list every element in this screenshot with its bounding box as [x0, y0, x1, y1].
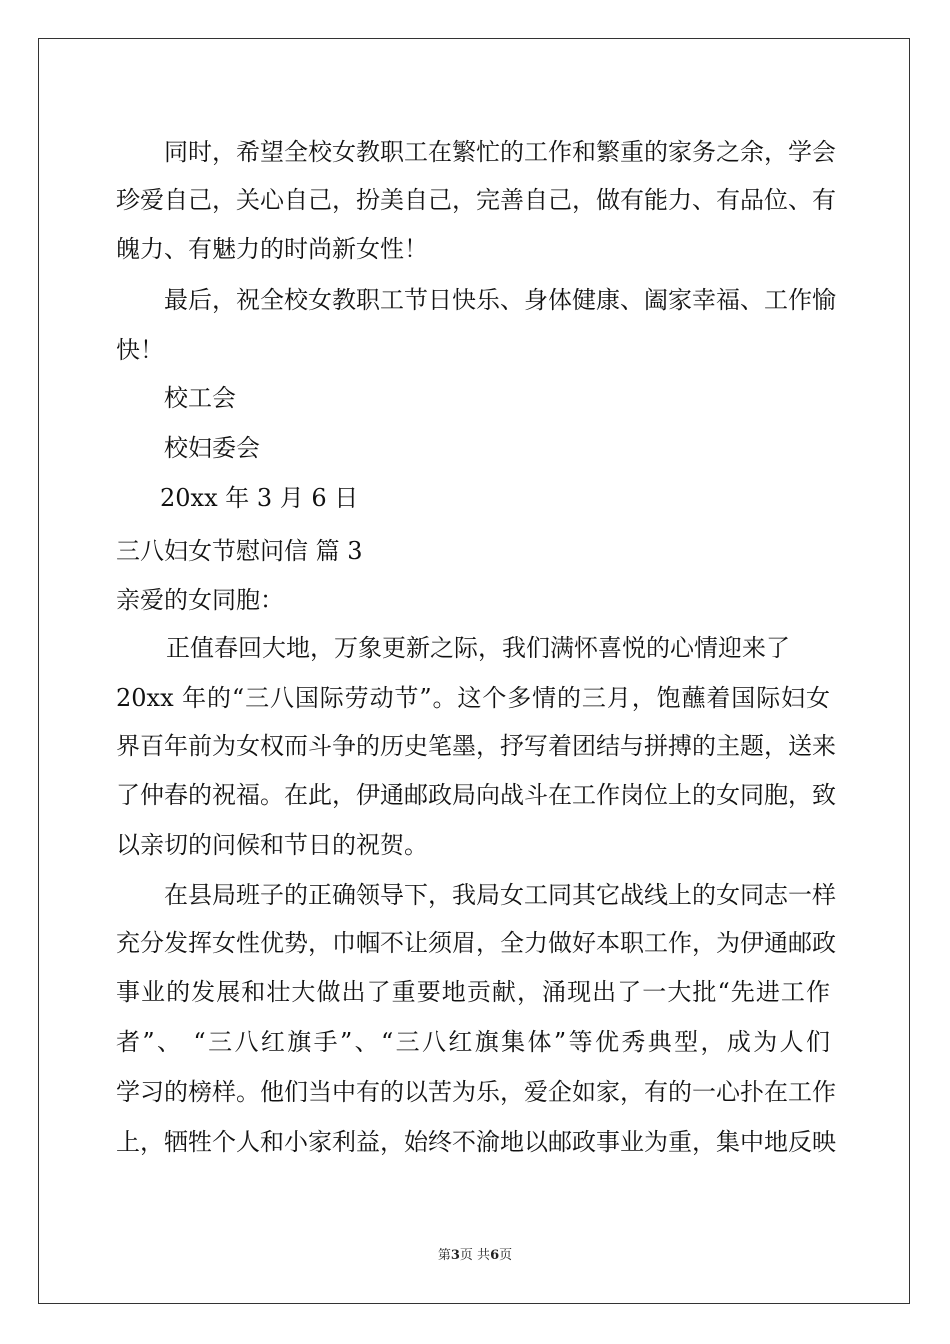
footer-mid: 页 共 — [459, 1248, 491, 1263]
footer-total-pages: 6 — [490, 1248, 500, 1263]
text-line: 充分发挥女性优势，巾帼不让须眉，全力做好本职工作，为伊通邮政 — [116, 929, 836, 957]
text-line: 事业的发展和壮大做出了重要地贡献，涌现出了一大批“先进工作 — [116, 978, 830, 1006]
text-line: 魄力、有魅力的时尚新女性！ — [116, 235, 428, 263]
text-line: 在县局班子的正确领导下，我局女工同其它战线上的女同志一样 — [164, 881, 836, 909]
text-line: 珍爱自己，关心自己，扮美自己，完善自己，做有能力、有品位、有 — [116, 186, 836, 214]
text-line: 同时，希望全校女教职工在繁忙的工作和繁重的家务之余，学会 — [164, 138, 836, 166]
signature-org: 校工会 — [164, 384, 236, 412]
text-line: 20xx 年的“三八国际劳动节”。这个多情的三月，饱蘸着国际妇女 — [116, 684, 830, 712]
salutation: 亲爱的女同胞： — [116, 586, 284, 614]
text-line: 者”、 “三八红旗手”、“三八红旗集体”等优秀典型，成为人们 — [116, 1028, 830, 1056]
footer-prefix: 第 — [437, 1248, 451, 1263]
text-line: 最后，祝全校女教职工节日快乐、身体健康、阖家幸福、工作愉 — [164, 286, 836, 314]
text-line: 正值春回大地，万象更新之际，我们满怀喜悦的心情迎来了 — [166, 634, 790, 662]
footer-current-page: 3 — [450, 1248, 460, 1263]
page-border — [38, 38, 910, 1304]
text-line: 学习的榜样。他们当中有的以苦为乐，爱企如家，有的一心扑在工作 — [116, 1078, 836, 1106]
signature-org: 校妇委会 — [164, 434, 260, 462]
section-title: 三八妇女节慰问信 篇 3 — [116, 537, 363, 565]
signature-date: 20xx 年 3 月 6 日 — [160, 484, 359, 512]
page-footer — [0, 1248, 950, 1264]
text-line: 界百年前为女权而斗争的历史笔墨，抒写着团结与拼搏的主题，送来 — [116, 732, 836, 760]
text-line: 快！ — [116, 336, 164, 364]
text-line: 了仲春的祝福。在此，伊通邮政局向战斗在工作岗位上的女同胞，致 — [116, 781, 836, 809]
text-line: 以亲切的问候和节日的祝贺。 — [116, 831, 428, 859]
text-line: 上，牺牲个人和小家利益，始终不渝地以邮政事业为重，集中地反映 — [116, 1128, 836, 1156]
footer-suffix: 页 — [499, 1248, 513, 1263]
